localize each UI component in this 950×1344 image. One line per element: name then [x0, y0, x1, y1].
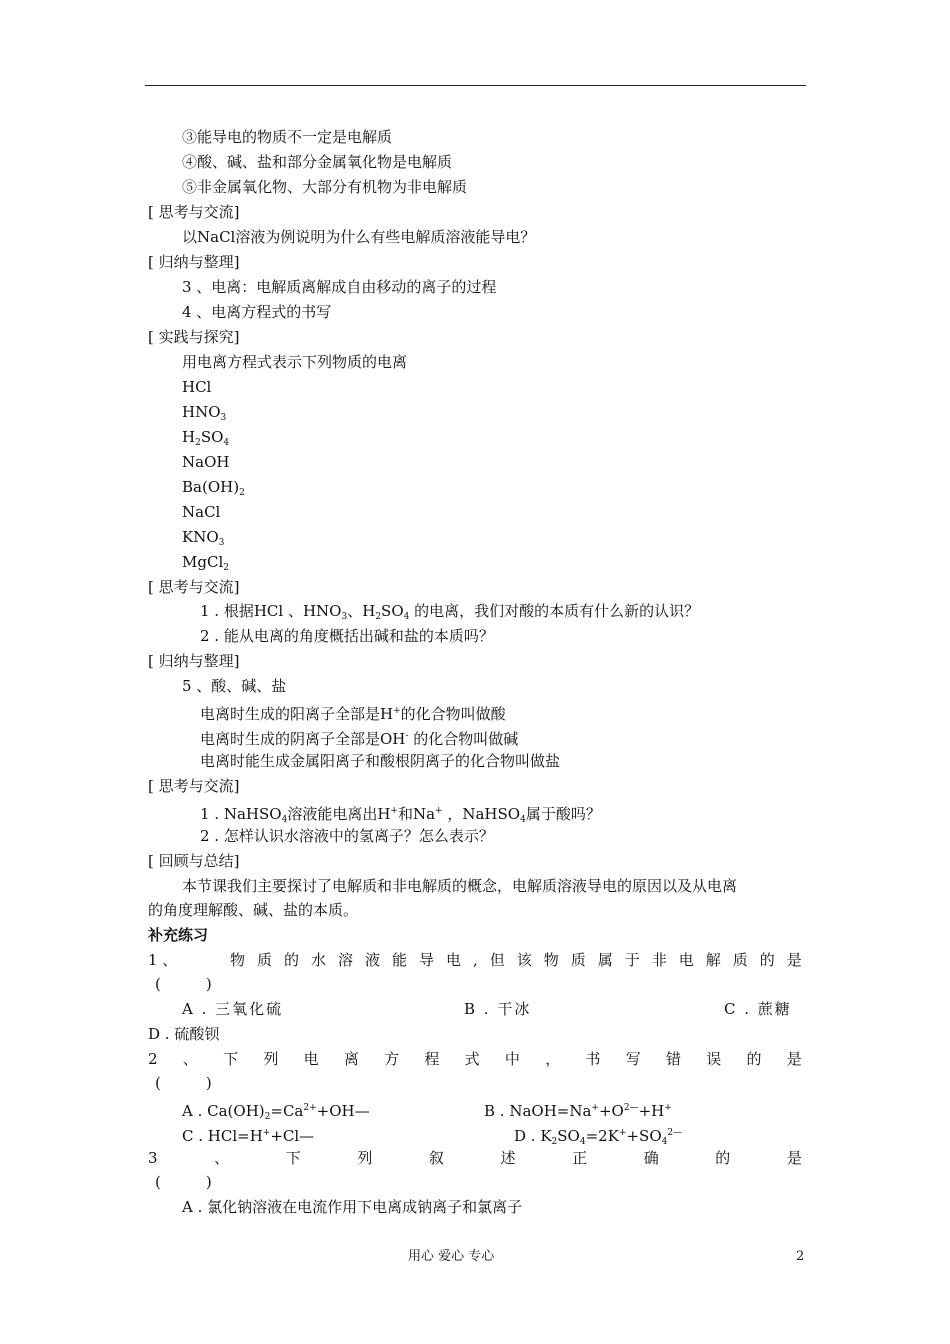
section-heading: [ 归纳与整理] — [148, 652, 240, 670]
exercise-1-stem — [148, 950, 802, 970]
char: 2 — [148, 1050, 158, 1068]
text-line: ③能导电的物质不一定是电解质 — [182, 128, 393, 146]
char: 质 — [732, 951, 748, 969]
char: ， — [545, 1050, 561, 1068]
definition-salt: 电离时能生成金属阳离子和酸根阴离子的化合物叫做盐 — [200, 752, 561, 770]
text-line: ⑤非金属氧化物、大部分有机物为非电解质 — [182, 178, 468, 196]
char: 下 — [285, 1149, 301, 1167]
definition-acid: 电离时生成的阳离子全部是H+的化合物叫做酸 — [200, 705, 506, 723]
char: 该 — [516, 951, 532, 969]
section-heading: [ 思考与交流] — [148, 777, 240, 795]
question: 1 . NaHSO$_4$溶液能电离出H+和Na+ ，NaHSO$_4$属于酸吗？ — [200, 805, 601, 825]
text-line: ④酸、碱、盐和部分金属氧化物是电解质 — [182, 153, 453, 171]
char: 水 — [310, 951, 326, 969]
formula: MgCl$_2$ — [182, 553, 229, 573]
section-heading: [ 回顾与总结] — [148, 852, 240, 870]
char: 书 — [585, 1050, 601, 1068]
char: 述 — [500, 1149, 516, 1167]
text-line: 4 、电离方程式的书写 — [182, 303, 332, 321]
char: 错 — [665, 1050, 681, 1068]
char: 非 — [651, 951, 667, 969]
char: , — [472, 951, 478, 969]
text-line: 5 、酸、碱、盐 — [182, 677, 287, 695]
char: 电 — [678, 951, 694, 969]
summary-line: 本节课我们主要探讨了电解质和非电解质的概念，电解质溶液导电的原因以及从电离 — [182, 877, 738, 895]
exercise-number: 1 、 — [148, 951, 178, 969]
char: 、 — [182, 1050, 198, 1068]
formula: HCl — [182, 378, 212, 396]
header-rule — [145, 85, 806, 86]
char: 下 — [223, 1050, 239, 1068]
definition-base: 电离时生成的阴离子全部是OH- 的化合物叫做碱 — [200, 730, 519, 748]
char: 离 — [343, 1050, 359, 1068]
text-line: 用电离方程式表示下列物质的电离 — [182, 353, 408, 371]
char: 是 — [786, 1149, 802, 1167]
answer-blank: ( ) — [155, 1173, 212, 1191]
char: 列 — [357, 1149, 373, 1167]
exercise-title: 补充练习 — [148, 926, 209, 944]
question: 1 . 根据HCl 、$HNO_3$、$H_2SO_4$ 的电离，我们对酸的本质有什么新的认识？ — [200, 602, 700, 622]
exercise-2-stem — [148, 1049, 802, 1069]
char: 导 — [418, 951, 434, 969]
char: 的 — [715, 1149, 731, 1167]
char: 叙 — [428, 1149, 444, 1167]
char: 溶 — [337, 951, 353, 969]
char: 质 — [570, 951, 586, 969]
summary-line: 的角度理解酸、碱、盐的本质。 — [148, 901, 359, 919]
option-a: A . 氯化钠溶液在电流作用下电离成钠离子和氯离子 — [182, 1198, 523, 1216]
option-b: B . 干冰 — [464, 1000, 532, 1018]
char: 的 — [746, 1050, 762, 1068]
formula: $HNO_3$ — [182, 403, 227, 423]
char: 能 — [391, 951, 407, 969]
char: 液 — [364, 951, 380, 969]
char: 式 — [464, 1050, 480, 1068]
char: 质 — [256, 951, 272, 969]
char: 的 — [283, 951, 299, 969]
char: 写 — [625, 1050, 641, 1068]
option-d: D . 硫酸钡 — [148, 1025, 220, 1043]
char: 是 — [786, 951, 802, 969]
char: 物 — [543, 951, 559, 969]
char: 属 — [597, 951, 613, 969]
char: 的 — [759, 951, 775, 969]
text-line: 以NaCl溶液为例说明为什么有些电解质溶液能导电？ — [182, 228, 536, 246]
char: 程 — [424, 1050, 440, 1068]
section-heading: [ 思考与交流] — [148, 578, 240, 596]
question: 2 . 能从电离的角度概括出碱和盐的本质吗？ — [200, 627, 494, 645]
option-c: C . 蔗糖 — [724, 1000, 792, 1018]
text-line: 3 、电离：电解质离解成自由移动的离子的过程 — [182, 278, 497, 296]
char: 方 — [384, 1050, 400, 1068]
section-heading: [ 实践与探究] — [148, 328, 240, 346]
char: 但 — [489, 951, 505, 969]
char: 物 — [229, 951, 245, 969]
option-b: B . $NaOH=Na^++O^{2—}+H^+$ — [484, 1102, 672, 1120]
option-d: D . $K_2SO_4=2K^++SO_4^{2—}$ — [514, 1127, 683, 1147]
char: 解 — [705, 951, 721, 969]
option-a: A . 三氧化硫 — [182, 1000, 284, 1018]
section-heading: [ 归纳与整理] — [148, 253, 240, 271]
char: 误 — [706, 1050, 722, 1068]
char: 3 — [148, 1149, 158, 1167]
section-heading: [ 思考与交流] — [148, 203, 240, 221]
answer-blank: ( ) — [155, 1074, 212, 1092]
option-c: C . HCl=H++Cl— — [182, 1127, 315, 1145]
page-number: 2 — [796, 1249, 805, 1264]
formula: $Ba(OH)_2$ — [182, 478, 245, 498]
char: 电 — [303, 1050, 319, 1068]
exercise-3-stem — [148, 1148, 802, 1168]
answer-blank: ( ) — [155, 975, 212, 993]
formula: NaCl — [182, 503, 221, 521]
page-footer: 用心 爱心 专心 — [408, 1249, 495, 1264]
char: 、 — [214, 1149, 230, 1167]
char: 列 — [263, 1050, 279, 1068]
char: 电 — [445, 951, 461, 969]
formula: $H_2SO_4$ — [182, 428, 230, 448]
char: 是 — [786, 1050, 802, 1068]
char: 中 — [504, 1050, 520, 1068]
formula: $KNO_3$ — [182, 528, 225, 548]
formula: NaOH — [182, 453, 230, 471]
option-a: A . $Ca(OH)_2=Ca^{2+}+OH—$ — [182, 1102, 370, 1122]
question: 2 . 怎样认识水溶液中的氢离子？怎么表示？ — [200, 827, 494, 845]
char: 确 — [643, 1149, 659, 1167]
char: 于 — [624, 951, 640, 969]
char: 正 — [572, 1149, 588, 1167]
